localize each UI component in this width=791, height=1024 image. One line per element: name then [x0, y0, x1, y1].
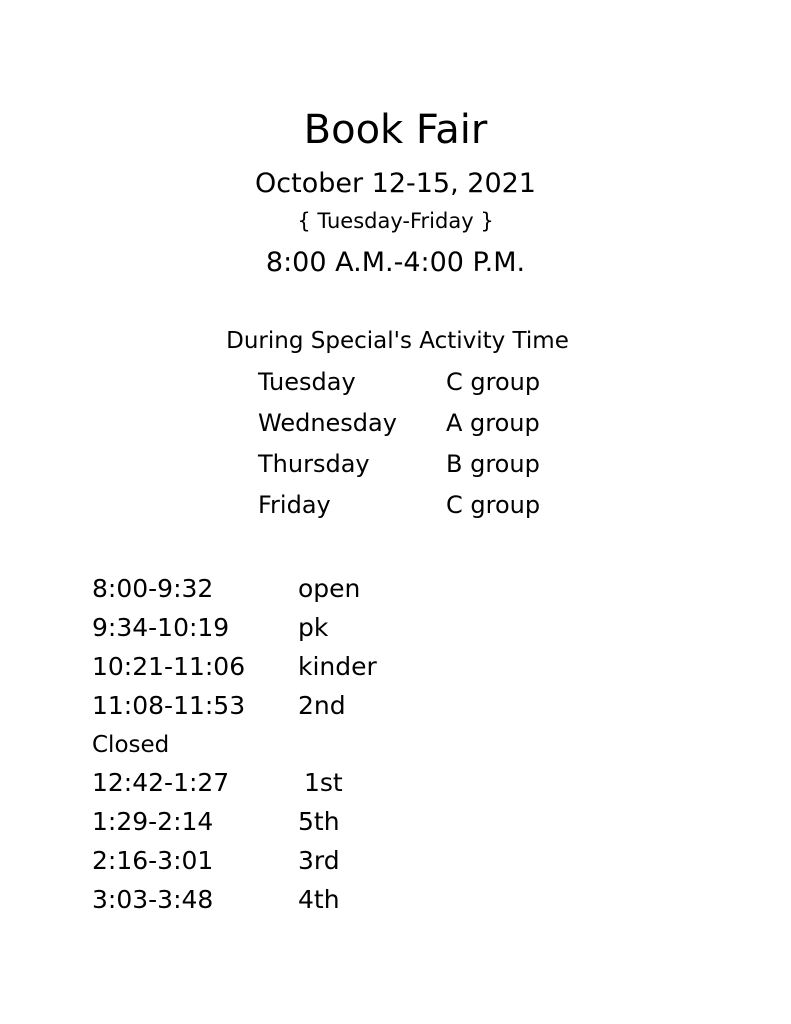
activity-group: C group: [446, 368, 541, 396]
time-slot: 10:21-11:06: [92, 652, 246, 681]
activity-day: Tuesday: [258, 368, 356, 396]
event-dates: October 12-15, 2021: [255, 168, 536, 199]
activity-group: B group: [446, 450, 540, 478]
grade-label: 5th: [298, 807, 340, 836]
activity-day: Friday: [258, 491, 331, 519]
time-slot: 11:08-11:53: [92, 691, 246, 720]
event-days: { Tuesday-Friday }: [297, 209, 494, 233]
grade-label: 1st: [304, 768, 343, 797]
grade-label: 2nd: [298, 691, 346, 720]
time-slot: 8:00-9:32: [92, 574, 214, 603]
time-slot: 9:34-10:19: [92, 613, 230, 642]
time-slot: 3:03-3:48: [92, 885, 214, 914]
activity-group: C group: [446, 491, 541, 519]
activity-day: Thursday: [258, 450, 370, 478]
event-hours: 8:00 A.M.-4:00 P.M.: [265, 247, 526, 278]
page-title: Book Fair: [303, 107, 488, 153]
activity-day: Wednesday: [258, 409, 397, 437]
grade-label: 3rd: [298, 846, 340, 875]
time-slot: 12:42-1:27: [92, 768, 230, 797]
grade-label: 4th: [298, 885, 340, 914]
grade-label: pk: [298, 613, 329, 642]
grade-label: open: [298, 574, 361, 603]
activity-group: A group: [446, 409, 540, 437]
time-slot: 1:29-2:14: [92, 807, 214, 836]
closed-label: Closed: [92, 732, 170, 758]
grade-label: kinder: [298, 652, 377, 681]
time-slot: 2:16-3:01: [92, 846, 214, 875]
activity-heading: During Special's Activity Time: [226, 328, 569, 354]
